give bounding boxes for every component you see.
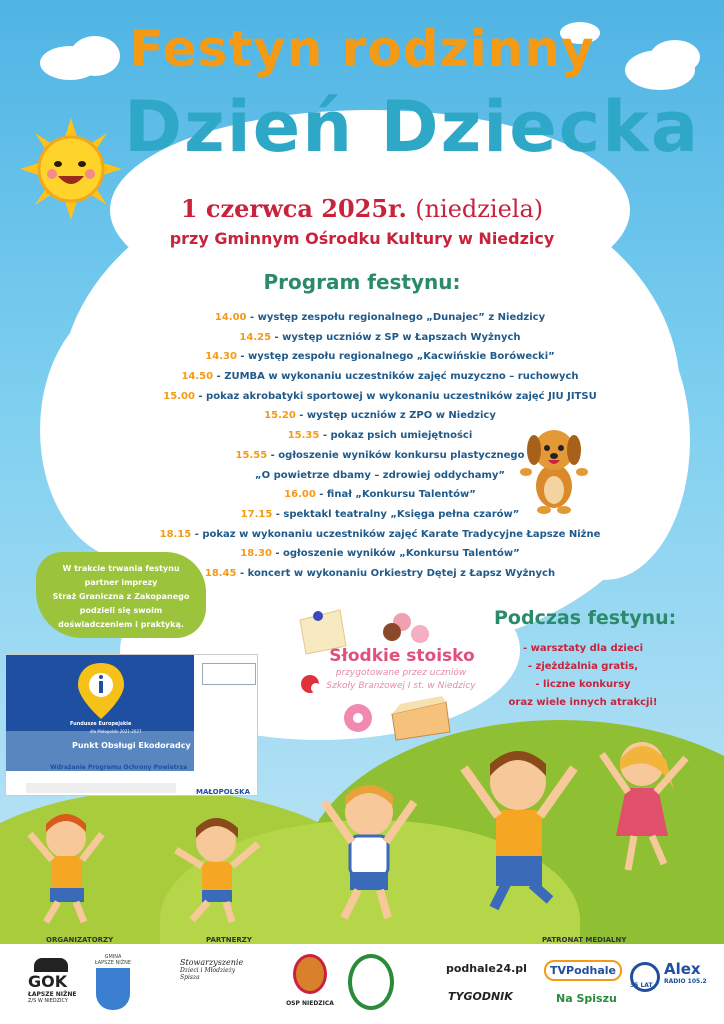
alex-logo: Alex xyxy=(664,960,701,978)
program-item: 14.00 - występ zespołu regionalnego „Dunajec” z Niedzicy xyxy=(214,312,546,323)
note-line: W trakcie trwania festynu xyxy=(62,564,180,573)
program-item: 15.00 - pokaz akrobatyki sportowej w wykonaniu uczestników zajęć JIU JITSU xyxy=(163,390,597,402)
sweets-title: Słodkie stoisko xyxy=(329,646,475,666)
gmina-sub: ŁAPSZE NIŻNE xyxy=(94,960,132,966)
program-item: 18.30 - ogłoszenie wyników „Konkursu Talentów” xyxy=(240,548,520,560)
eko-name: Punkt Obsługi Ekodoradcy xyxy=(72,741,191,750)
program-item: 14.25 - występ uczniów z SP w Łapszach Wyżnych xyxy=(239,331,521,343)
title-big: Dzień Dziecka xyxy=(123,86,701,168)
eko-fund-text: Fundusze Europejskie xyxy=(70,721,132,727)
ekodoradca-banner xyxy=(5,654,258,796)
podhale-logo: podhale24.pl xyxy=(446,962,527,975)
during-item: oraz wiele innych atrakcji! xyxy=(508,697,658,708)
sweets-subtitle xyxy=(306,667,496,693)
program-item: 15.35 - pokaz psich umiejętności xyxy=(287,430,473,442)
tygodnik-logo: TYGODNIK xyxy=(448,990,513,1003)
note-line: podzieli się swoim xyxy=(79,606,163,615)
event-date xyxy=(0,194,724,223)
stow-text: Dzieci i Młodzieży xyxy=(180,967,236,974)
media-label: PATRONAT MEDIALNY xyxy=(542,936,627,944)
program-title: Program festynu: xyxy=(263,270,461,294)
during-item: - zjeżdżalnia gratis, xyxy=(527,661,639,672)
school-logo xyxy=(348,954,394,1010)
stow-text: Spisza xyxy=(180,974,200,981)
osp-logo xyxy=(284,954,336,1018)
program-item: 16.00 - finał „Konkursu Talentów” xyxy=(284,489,476,501)
child-girl-left xyxy=(22,808,112,928)
note-line: doświadczeniem i praktyką. xyxy=(58,620,184,629)
tvpodhale-logo: TVPodhale xyxy=(544,960,622,981)
alex-sub: RADIO 105.2 xyxy=(664,978,707,985)
gok-sub: ŁAPSZE NIŻNE xyxy=(28,991,77,998)
program-item: 14.50 - ZUMBA w wykonaniu uczestników zajęć muzyczno – ruchowych xyxy=(181,371,579,383)
program-item: 18.15 - pokaz w wykonaniu uczestników zajęć Karate Tradycyjne Łapsze Niżne xyxy=(159,528,601,540)
info-pin-icon xyxy=(76,663,126,719)
gok-text: GOK xyxy=(28,972,68,991)
child-girl-right xyxy=(594,730,694,880)
child-boy-center xyxy=(314,772,424,928)
program-item: 15.20 - występ uczniów z ZPO w Niedzicy xyxy=(264,410,496,422)
program-item: 17.15 - spektakl teatralny „Księga pełna czarów” xyxy=(240,508,520,520)
eu-logos-strip xyxy=(26,783,176,793)
eko-fund-sub: dla Małopolski 2021-2027 xyxy=(90,729,142,734)
dog-illustration xyxy=(516,420,592,516)
child-boy-right xyxy=(454,734,584,914)
coat-of-arms-icon xyxy=(96,968,130,1010)
naspiszu-logo: Na Spiszu xyxy=(556,992,617,1005)
gok-sub: Z/S W NIEDZICY xyxy=(28,998,68,1004)
program-item: 15.55 - ogłoszenie wyników konkursu plastycznego xyxy=(235,449,525,461)
event-place: przy Gminnym Ośrodku Kultury w Niedzicy xyxy=(169,229,555,248)
during-title: Podczas festynu: xyxy=(494,607,677,629)
program-item: „O powietrze dbamy – zdrowiej oddychamy” xyxy=(255,469,505,481)
during-item: - warsztaty dla dzieci xyxy=(523,643,643,654)
gok-logo xyxy=(28,958,78,1018)
stow-text: Stowarzyszenie xyxy=(180,958,244,967)
alex-years: 35 LAT xyxy=(630,982,653,989)
border-guard-note xyxy=(36,552,206,638)
program-item: 18.45 - koncert w wykonaniu Orkiestry Dętej z Łapsz Wyżnych xyxy=(204,567,556,579)
partners-label: PARTNERZY xyxy=(206,936,252,944)
note-line: partner imprezy xyxy=(84,578,158,587)
sweets-sub-line: Szkoły Branżowej I st. w Niedzicy xyxy=(326,681,476,691)
date-text: 1 czerwca 2025r. xyxy=(180,194,407,223)
note-line: Straż Graniczna z Zakopanego xyxy=(52,592,190,601)
gmina-text: GMINA xyxy=(104,954,122,960)
sweets-sub-line: przygotowane przez uczniów xyxy=(335,668,467,678)
child-girl-jump xyxy=(166,810,266,930)
title-small: Festyn rodzinny xyxy=(129,20,595,78)
osp-emblem xyxy=(293,954,327,994)
weekday-text: (niedziela) xyxy=(415,195,544,223)
gok-emblem xyxy=(34,958,68,972)
eko-program: Wdrażanie Programu Ochrony Powietrza xyxy=(50,764,188,771)
organizers-label: ORGANIZATORZY xyxy=(46,936,114,944)
eko-region: MAŁOPOLSKA xyxy=(196,788,251,796)
stowarzyszenie-logo xyxy=(180,958,280,1014)
gmina-logo xyxy=(90,954,136,1020)
during-list xyxy=(498,640,668,712)
during-item: - liczne konkursy xyxy=(535,679,631,690)
municipality-logo xyxy=(202,663,256,685)
program-item: 14.30 - występ zespołu regionalnego „Kacwińskie Borówecki” xyxy=(205,351,555,363)
osp-text: OSP NIEDZICA xyxy=(286,1000,334,1007)
